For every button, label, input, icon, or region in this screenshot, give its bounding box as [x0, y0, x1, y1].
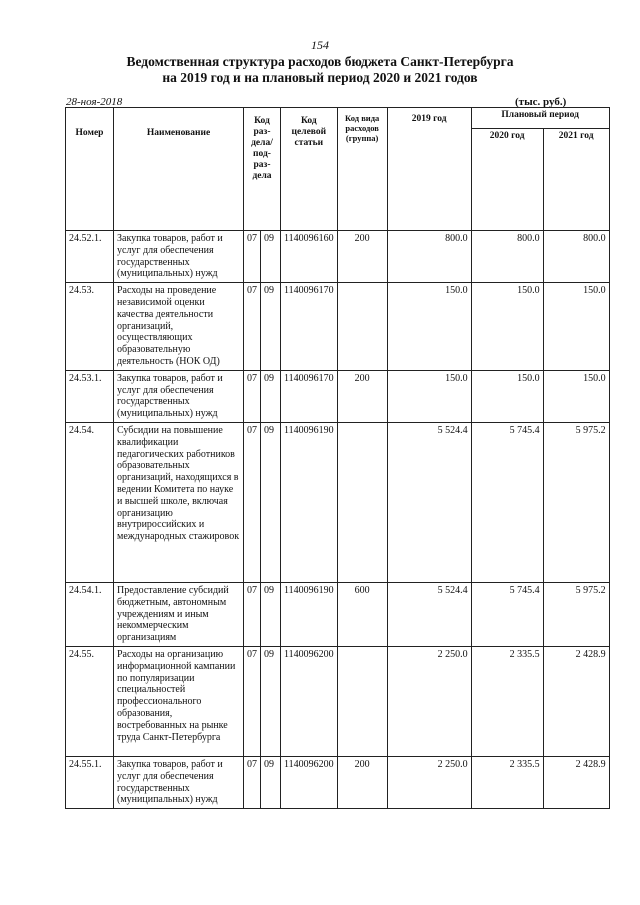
row-name: Расходы на проведение независимой оценки качества деятельности организаций, осуществляющих образовательную деятельность (НОК ОД)	[114, 283, 244, 371]
row-2019: 2 250.0	[387, 646, 471, 756]
row-number: 24.55.	[66, 646, 114, 756]
row-number: 24.52.1.	[66, 231, 114, 283]
row-name: Закупка товаров, работ и услуг для обеспечения государственных (муниципальных) нужд	[114, 756, 244, 808]
row-2019: 5 524.4	[387, 582, 471, 646]
row-expense-type: 200	[337, 231, 387, 283]
table-row	[66, 231, 610, 283]
header-2019: 2019 год	[387, 108, 471, 231]
row-subsection: 09	[261, 231, 281, 283]
row-2020: 800.0	[471, 231, 543, 283]
row-section: 07	[244, 370, 261, 422]
row-2020: 2 335.5	[471, 756, 543, 808]
header-2020: 2020 год	[471, 128, 543, 231]
row-target: 1140096190	[281, 582, 338, 646]
header-name: Наименование	[114, 108, 244, 231]
table-row	[66, 370, 610, 422]
row-number: 24.54.	[66, 422, 114, 582]
table-row	[66, 756, 610, 808]
row-2020: 150.0	[471, 283, 543, 371]
row-name: Расходы на организацию информационной кампании по популяризации специальностей профессионального образования, востребованных на рынке труда Санкт-Петербурга	[114, 646, 244, 756]
header-plan-period: Плановый период	[471, 108, 609, 129]
row-expense-type	[337, 422, 387, 582]
row-target: 1140096200	[281, 756, 338, 808]
row-2021: 800.0	[543, 231, 609, 283]
row-2021: 150.0	[543, 283, 609, 371]
row-section: 07	[244, 283, 261, 371]
row-section: 07	[244, 646, 261, 756]
row-2019: 5 524.4	[387, 422, 471, 582]
budget-table	[65, 107, 610, 809]
row-2021: 5 975.2	[543, 422, 609, 582]
row-2019: 2 250.0	[387, 756, 471, 808]
row-2021: 150.0	[543, 370, 609, 422]
header-target-code: Код целевой статьи	[281, 108, 338, 231]
row-subsection: 09	[261, 582, 281, 646]
header-expense-type: Код вида расходов (группа)	[337, 108, 387, 231]
row-section: 07	[244, 582, 261, 646]
row-expense-type	[337, 283, 387, 371]
table-row	[66, 283, 610, 371]
document-title-line1: Ведомственная структура расходов бюджета Санкт-Петербурга	[126, 54, 514, 69]
row-name: Предоставление субсидий бюджетным, автономным учреждениям и иным некоммерческим организациям	[114, 582, 244, 646]
row-number: 24.53.1.	[66, 370, 114, 422]
row-subsection: 09	[261, 756, 281, 808]
units-label: (тыс. руб.)	[515, 96, 567, 108]
row-subsection: 09	[261, 422, 281, 582]
row-section: 07	[244, 231, 261, 283]
row-2021: 2 428.9	[543, 646, 609, 756]
row-2019: 150.0	[387, 370, 471, 422]
row-section: 07	[244, 756, 261, 808]
row-expense-type: 200	[337, 756, 387, 808]
row-target: 1140096170	[281, 370, 338, 422]
row-2019: 150.0	[387, 283, 471, 371]
row-name: Закупка товаров, работ и услуг для обеспечения государственных (муниципальных) нужд	[114, 231, 244, 283]
row-target: 1140096200	[281, 646, 338, 756]
table-row	[66, 582, 610, 646]
row-section: 07	[244, 422, 261, 582]
row-number: 24.53.	[66, 283, 114, 371]
header-2021: 2021 год	[543, 128, 609, 231]
table-row	[66, 422, 610, 582]
table-row	[66, 646, 610, 756]
document-title-line2: на 2019 год и на плановый период 2020 и 2021 годов	[162, 70, 478, 85]
row-number: 24.54.1.	[66, 582, 114, 646]
row-2021: 2 428.9	[543, 756, 609, 808]
row-name: Субсидии на повышение квалификации педагогических работников образовательных организаций, находящихся в ведении Комитета по науке и высшей школе, включая организацию внутрироссийских и международных стажировок	[114, 422, 244, 582]
row-subsection: 09	[261, 283, 281, 371]
row-expense-type: 200	[337, 370, 387, 422]
row-number: 24.55.1.	[66, 756, 114, 808]
row-target: 1140096190	[281, 422, 338, 582]
row-name: Закупка товаров, работ и услуг для обеспечения государственных (муниципальных) нужд	[114, 370, 244, 422]
row-2021: 5 975.2	[543, 582, 609, 646]
header-number: Номер	[66, 108, 114, 231]
row-subsection: 09	[261, 646, 281, 756]
row-2020: 5 745.4	[471, 422, 543, 582]
row-expense-type	[337, 646, 387, 756]
row-target: 1140096160	[281, 231, 338, 283]
document-date: 28-ноя-2018	[66, 96, 123, 108]
row-expense-type: 600	[337, 582, 387, 646]
row-2020: 150.0	[471, 370, 543, 422]
row-2020: 2 335.5	[471, 646, 543, 756]
row-subsection: 09	[261, 370, 281, 422]
row-target: 1140096170	[281, 283, 338, 371]
header-section-code: Код раз-дела/ под-раз-дела	[244, 108, 281, 231]
row-2019: 800.0	[387, 231, 471, 283]
page-number: 154	[311, 38, 329, 52]
row-2020: 5 745.4	[471, 582, 543, 646]
